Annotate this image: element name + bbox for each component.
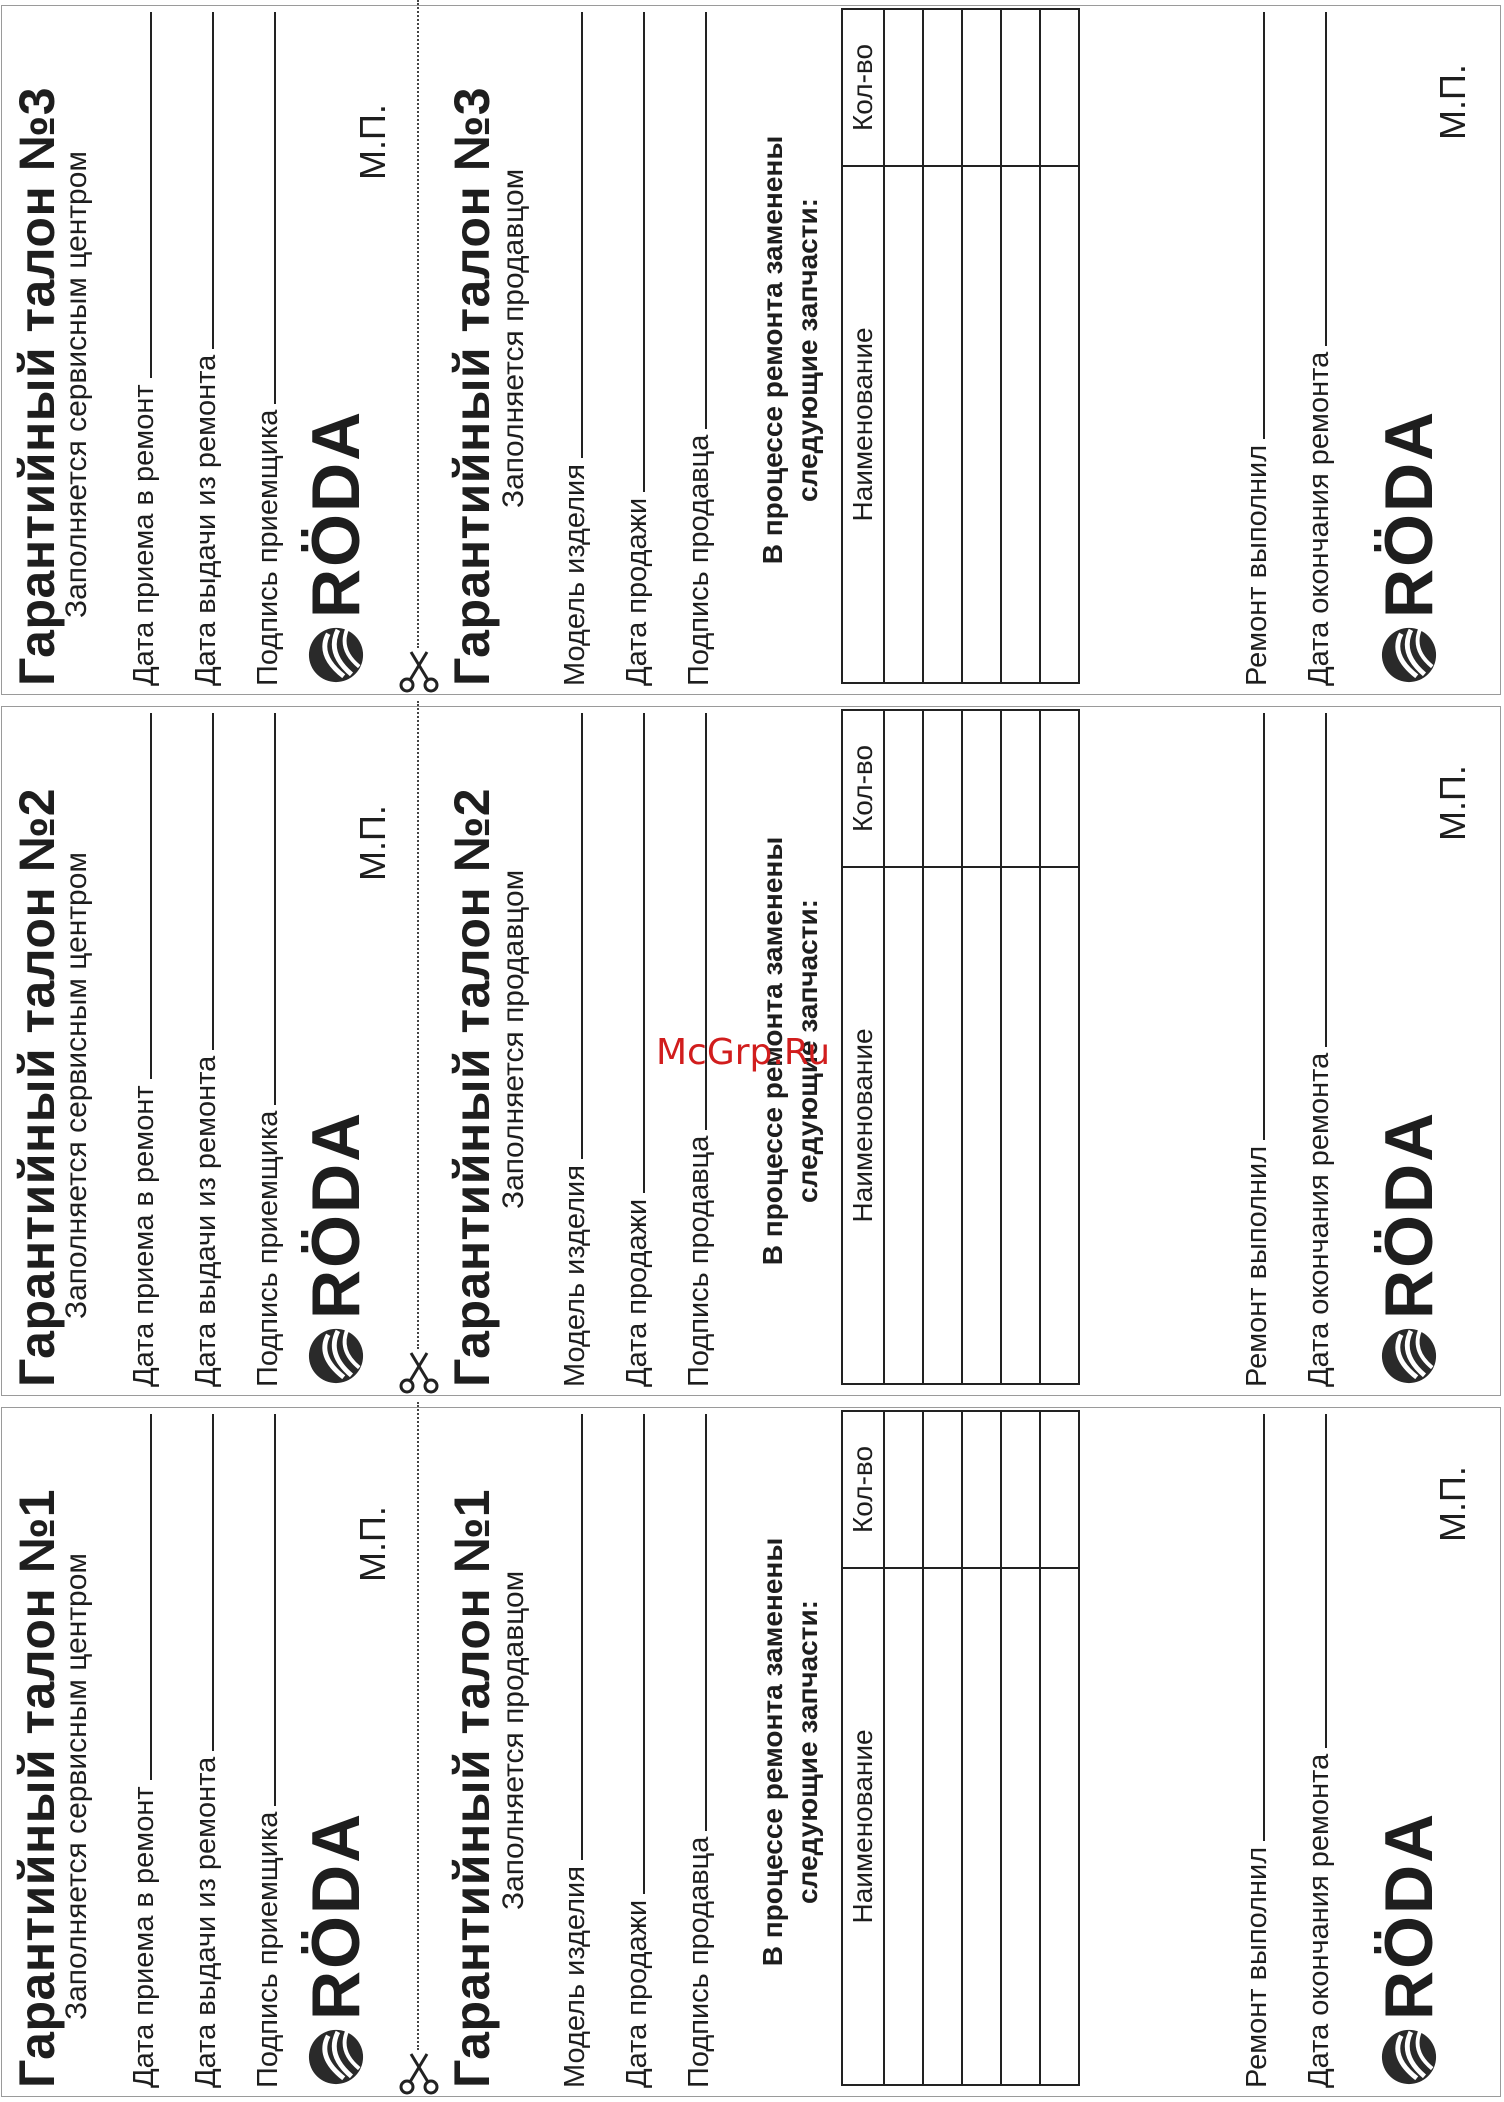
part-name-cell[interactable] bbox=[962, 867, 1001, 1384]
seller-subtitle: Заполняется продавцом bbox=[497, 869, 530, 1209]
service-subtitle: Заполняется сервисным центром bbox=[60, 150, 93, 618]
part-qty-cell[interactable] bbox=[923, 9, 962, 166]
column-header-name: Наименование bbox=[842, 867, 884, 1384]
field-row bbox=[553, 12, 593, 686]
coupon-content bbox=[0, 0, 1504, 700]
brand-logo bbox=[298, 1811, 374, 2086]
coupon-title-seller: Гарантийный талон №2 bbox=[444, 787, 500, 1387]
field-row bbox=[184, 1414, 224, 2088]
replaced-parts-heading bbox=[755, 1402, 825, 2102]
replaced-parts-heading bbox=[755, 0, 825, 700]
field-row bbox=[677, 12, 717, 686]
table-header-row bbox=[842, 1411, 884, 2085]
field-row bbox=[1235, 1414, 1275, 2088]
sale-date-line[interactable] bbox=[643, 713, 645, 1193]
field-row bbox=[553, 713, 593, 1387]
column-header-qty: Кол-во bbox=[842, 710, 884, 867]
field-label: Модель изделия bbox=[559, 464, 591, 686]
seller-subtitle: Заполняется продавцом bbox=[497, 1570, 530, 1910]
field-label: Подпись продавца bbox=[683, 1836, 715, 2088]
dotted-line bbox=[417, 1402, 419, 2050]
receiver-signature-line[interactable] bbox=[274, 12, 276, 404]
field-row bbox=[615, 12, 655, 686]
repair-end-date-line[interactable] bbox=[1325, 12, 1327, 346]
table-row bbox=[884, 1411, 923, 2085]
column-header-qty: Кол-во bbox=[842, 1411, 884, 1568]
field-row bbox=[1235, 713, 1275, 1387]
table-header-row bbox=[842, 710, 884, 1384]
part-qty-cell[interactable] bbox=[962, 1411, 1001, 1568]
brand-name: RÖDA bbox=[298, 1110, 374, 1319]
scissors-icon bbox=[397, 1351, 441, 1395]
part-qty-cell[interactable] bbox=[1001, 9, 1040, 166]
table-row bbox=[962, 1411, 1001, 2085]
part-name-cell[interactable] bbox=[1001, 867, 1040, 1384]
table-row bbox=[1040, 9, 1079, 683]
scissors-icon bbox=[397, 650, 441, 694]
table-row bbox=[962, 710, 1001, 1384]
field-label: Дата приема в ремонт bbox=[128, 1085, 160, 1387]
brand-logo bbox=[1371, 409, 1447, 684]
part-name-cell[interactable] bbox=[1001, 1568, 1040, 2085]
coupon-title: Гарантийный талон №3 bbox=[9, 86, 65, 686]
part-name-cell[interactable] bbox=[923, 1568, 962, 2085]
field-row bbox=[122, 12, 162, 686]
stamp-place-label: М.П. bbox=[1432, 1466, 1473, 1542]
watermark: McGrp.Ru bbox=[656, 1032, 831, 1073]
brand-name: RÖDA bbox=[298, 409, 374, 618]
brand-logo bbox=[1371, 1811, 1447, 2086]
part-qty-cell[interactable] bbox=[884, 710, 923, 867]
field-row bbox=[1235, 12, 1275, 686]
brand-name: RÖDA bbox=[1371, 1110, 1447, 1319]
parts-heading-line2: следующие запчасти: bbox=[792, 197, 823, 503]
part-qty-cell[interactable] bbox=[962, 9, 1001, 166]
field-label: Дата выдачи из ремонта bbox=[190, 1055, 222, 1387]
table-row bbox=[1001, 9, 1040, 683]
field-row bbox=[122, 1414, 162, 2088]
table-header-row bbox=[842, 9, 884, 683]
scissors-icon bbox=[397, 2052, 441, 2096]
coupon-title: Гарантийный талон №2 bbox=[9, 787, 65, 1387]
coupon-1 bbox=[0, 1402, 1504, 2102]
parts-heading-line1: В процессе ремонта заменены bbox=[757, 836, 788, 1266]
part-qty-cell[interactable] bbox=[1001, 1411, 1040, 1568]
part-name-cell[interactable] bbox=[923, 867, 962, 1384]
stamp-place-label: М.П. bbox=[352, 1506, 393, 1582]
replaced-parts-table bbox=[841, 8, 1080, 684]
coupon-title-seller: Гарантийный талон №3 bbox=[444, 86, 500, 686]
service-center-stub bbox=[0, 0, 395, 700]
field-row bbox=[1297, 12, 1337, 686]
part-qty-cell[interactable] bbox=[923, 1411, 962, 1568]
coupon-content bbox=[0, 1402, 1504, 2102]
part-qty-cell[interactable] bbox=[884, 1411, 923, 1568]
field-label: Дата приема в ремонт bbox=[128, 384, 160, 686]
field-label: Подпись приемщика bbox=[252, 1110, 284, 1387]
field-row bbox=[1297, 1414, 1337, 2088]
field-label: Подпись продавца bbox=[683, 434, 715, 686]
table-row bbox=[962, 9, 1001, 683]
logo-ball-icon bbox=[307, 1327, 365, 1385]
field-label: Дата выдачи из ремонта bbox=[190, 354, 222, 686]
part-name-cell[interactable] bbox=[884, 1568, 923, 2085]
table-row bbox=[923, 710, 962, 1384]
service-subtitle: Заполняется сервисным центром bbox=[60, 851, 93, 1319]
coupon-3 bbox=[0, 0, 1504, 700]
cut-line bbox=[395, 0, 441, 700]
part-qty-cell[interactable] bbox=[1040, 710, 1079, 867]
field-label: Ремонт выполнил bbox=[1241, 1846, 1273, 2088]
parts-heading-line1: В процессе ремонта заменены bbox=[757, 135, 788, 565]
service-center-stub bbox=[0, 1402, 395, 2102]
field-label: Ремонт выполнил bbox=[1241, 444, 1273, 686]
seller-stub bbox=[445, 701, 1500, 1401]
receive-date-line[interactable] bbox=[150, 713, 152, 1079]
seller-stub bbox=[445, 1402, 1500, 2102]
receiver-signature-line[interactable] bbox=[274, 1414, 276, 1806]
model-line[interactable] bbox=[581, 1414, 583, 1860]
part-name-cell[interactable] bbox=[962, 1568, 1001, 2085]
part-qty-cell[interactable] bbox=[884, 9, 923, 166]
dotted-line bbox=[417, 701, 419, 1349]
part-name-cell[interactable] bbox=[1040, 867, 1079, 1384]
field-row bbox=[246, 12, 286, 686]
field-label: Дата окончания ремонта bbox=[1303, 351, 1335, 686]
receiver-signature-line[interactable] bbox=[274, 713, 276, 1105]
seller-subtitle: Заполняется продавцом bbox=[497, 168, 530, 508]
parts-heading-line1: В процессе ремонта заменены bbox=[757, 1537, 788, 1967]
brand-name: RÖDA bbox=[1371, 1811, 1447, 2020]
table-row bbox=[1040, 1411, 1079, 2085]
repaired-by-line[interactable] bbox=[1263, 713, 1265, 1140]
repair-end-date-line[interactable] bbox=[1325, 713, 1327, 1047]
table-row bbox=[923, 9, 962, 683]
part-name-cell[interactable] bbox=[1001, 166, 1040, 683]
replaced-parts-table bbox=[841, 1410, 1080, 2086]
repair-end-date-line[interactable] bbox=[1325, 1414, 1327, 1748]
dotted-line bbox=[417, 0, 419, 648]
seller-stub bbox=[445, 0, 1500, 700]
table-row bbox=[884, 9, 923, 683]
logo-ball-icon bbox=[1380, 626, 1438, 684]
seller-signature-line[interactable] bbox=[705, 12, 707, 429]
sale-date-line[interactable] bbox=[643, 1414, 645, 1894]
field-label: Дата продажи bbox=[621, 1198, 653, 1387]
column-header-name: Наименование bbox=[842, 1568, 884, 2085]
issue-date-line[interactable] bbox=[212, 1414, 214, 1751]
cut-line bbox=[395, 701, 441, 1401]
stamp-place-label: М.П. bbox=[1432, 765, 1473, 841]
part-qty-cell[interactable] bbox=[1040, 1411, 1079, 1568]
field-row bbox=[553, 1414, 593, 2088]
model-line[interactable] bbox=[581, 12, 583, 458]
cut-line bbox=[395, 1402, 441, 2102]
part-qty-cell[interactable] bbox=[923, 710, 962, 867]
receive-date-line[interactable] bbox=[150, 12, 152, 378]
part-name-cell[interactable] bbox=[884, 166, 923, 683]
parts-heading-line2: следующие запчасти: bbox=[792, 1599, 823, 1905]
field-label: Ремонт выполнил bbox=[1241, 1145, 1273, 1387]
part-qty-cell[interactable] bbox=[1040, 9, 1079, 166]
brand-logo bbox=[1371, 1110, 1447, 1385]
parts-heading-line2: следующие запчасти: bbox=[792, 898, 823, 1204]
field-row bbox=[1297, 713, 1337, 1387]
table-row bbox=[1001, 710, 1040, 1384]
logo-ball-icon bbox=[307, 2028, 365, 2086]
field-row bbox=[184, 713, 224, 1387]
field-row bbox=[184, 12, 224, 686]
repaired-by-line[interactable] bbox=[1263, 12, 1265, 439]
field-label: Дата выдачи из ремонта bbox=[190, 1756, 222, 2088]
stamp-place-label: М.П. bbox=[1432, 64, 1473, 140]
brand-logo bbox=[298, 409, 374, 684]
issue-date-line[interactable] bbox=[212, 713, 214, 1050]
field-label: Подпись приемщика bbox=[252, 1811, 284, 2088]
column-header-name: Наименование bbox=[842, 166, 884, 683]
part-name-cell[interactable] bbox=[962, 166, 1001, 683]
field-label: Дата окончания ремонта bbox=[1303, 1753, 1335, 2088]
field-label: Дата окончания ремонта bbox=[1303, 1052, 1335, 1387]
field-row bbox=[615, 1414, 655, 2088]
part-qty-cell[interactable] bbox=[1001, 710, 1040, 867]
part-name-cell[interactable] bbox=[923, 166, 962, 683]
field-label: Модель изделия bbox=[559, 1165, 591, 1387]
table-row bbox=[923, 1411, 962, 2085]
coupon-title: Гарантийный талон №1 bbox=[9, 1488, 65, 2088]
brand-logo bbox=[298, 1110, 374, 1385]
replaced-parts-table bbox=[841, 709, 1080, 1385]
part-name-cell[interactable] bbox=[1040, 1568, 1079, 2085]
field-row bbox=[122, 713, 162, 1387]
field-row bbox=[615, 713, 655, 1387]
issue-date-line[interactable] bbox=[212, 12, 214, 349]
repaired-by-line[interactable] bbox=[1263, 1414, 1265, 1841]
model-line[interactable] bbox=[581, 713, 583, 1159]
brand-name: RÖDA bbox=[1371, 409, 1447, 618]
sale-date-line[interactable] bbox=[643, 12, 645, 492]
field-label: Дата продажи bbox=[621, 1899, 653, 2088]
field-label: Подпись приемщика bbox=[252, 409, 284, 686]
table-row bbox=[1040, 710, 1079, 1384]
field-label: Дата продажи bbox=[621, 497, 653, 686]
brand-name: RÖDA bbox=[298, 1811, 374, 2020]
table-row bbox=[884, 710, 923, 1384]
logo-ball-icon bbox=[307, 626, 365, 684]
receive-date-line[interactable] bbox=[150, 1414, 152, 1780]
part-name-cell[interactable] bbox=[1040, 166, 1079, 683]
logo-ball-icon bbox=[1380, 1327, 1438, 1385]
logo-ball-icon bbox=[1380, 2028, 1438, 2086]
table-row bbox=[1001, 1411, 1040, 2085]
part-qty-cell[interactable] bbox=[962, 710, 1001, 867]
stamp-place-label: М.П. bbox=[352, 805, 393, 881]
field-row bbox=[677, 1414, 717, 2088]
stamp-place-label: М.П. bbox=[352, 104, 393, 180]
column-header-qty: Кол-во bbox=[842, 9, 884, 166]
field-label: Модель изделия bbox=[559, 1866, 591, 2088]
field-label: Подпись продавца bbox=[683, 1135, 715, 1387]
seller-signature-line[interactable] bbox=[705, 1414, 707, 1831]
field-label: Дата приема в ремонт bbox=[128, 1786, 160, 2088]
service-center-stub bbox=[0, 701, 395, 1401]
field-row bbox=[246, 1414, 286, 2088]
field-row bbox=[246, 713, 286, 1387]
part-name-cell[interactable] bbox=[884, 867, 923, 1384]
coupon-title-seller: Гарантийный талон №1 bbox=[444, 1488, 500, 2088]
service-subtitle: Заполняется сервисным центром bbox=[60, 1552, 93, 2020]
